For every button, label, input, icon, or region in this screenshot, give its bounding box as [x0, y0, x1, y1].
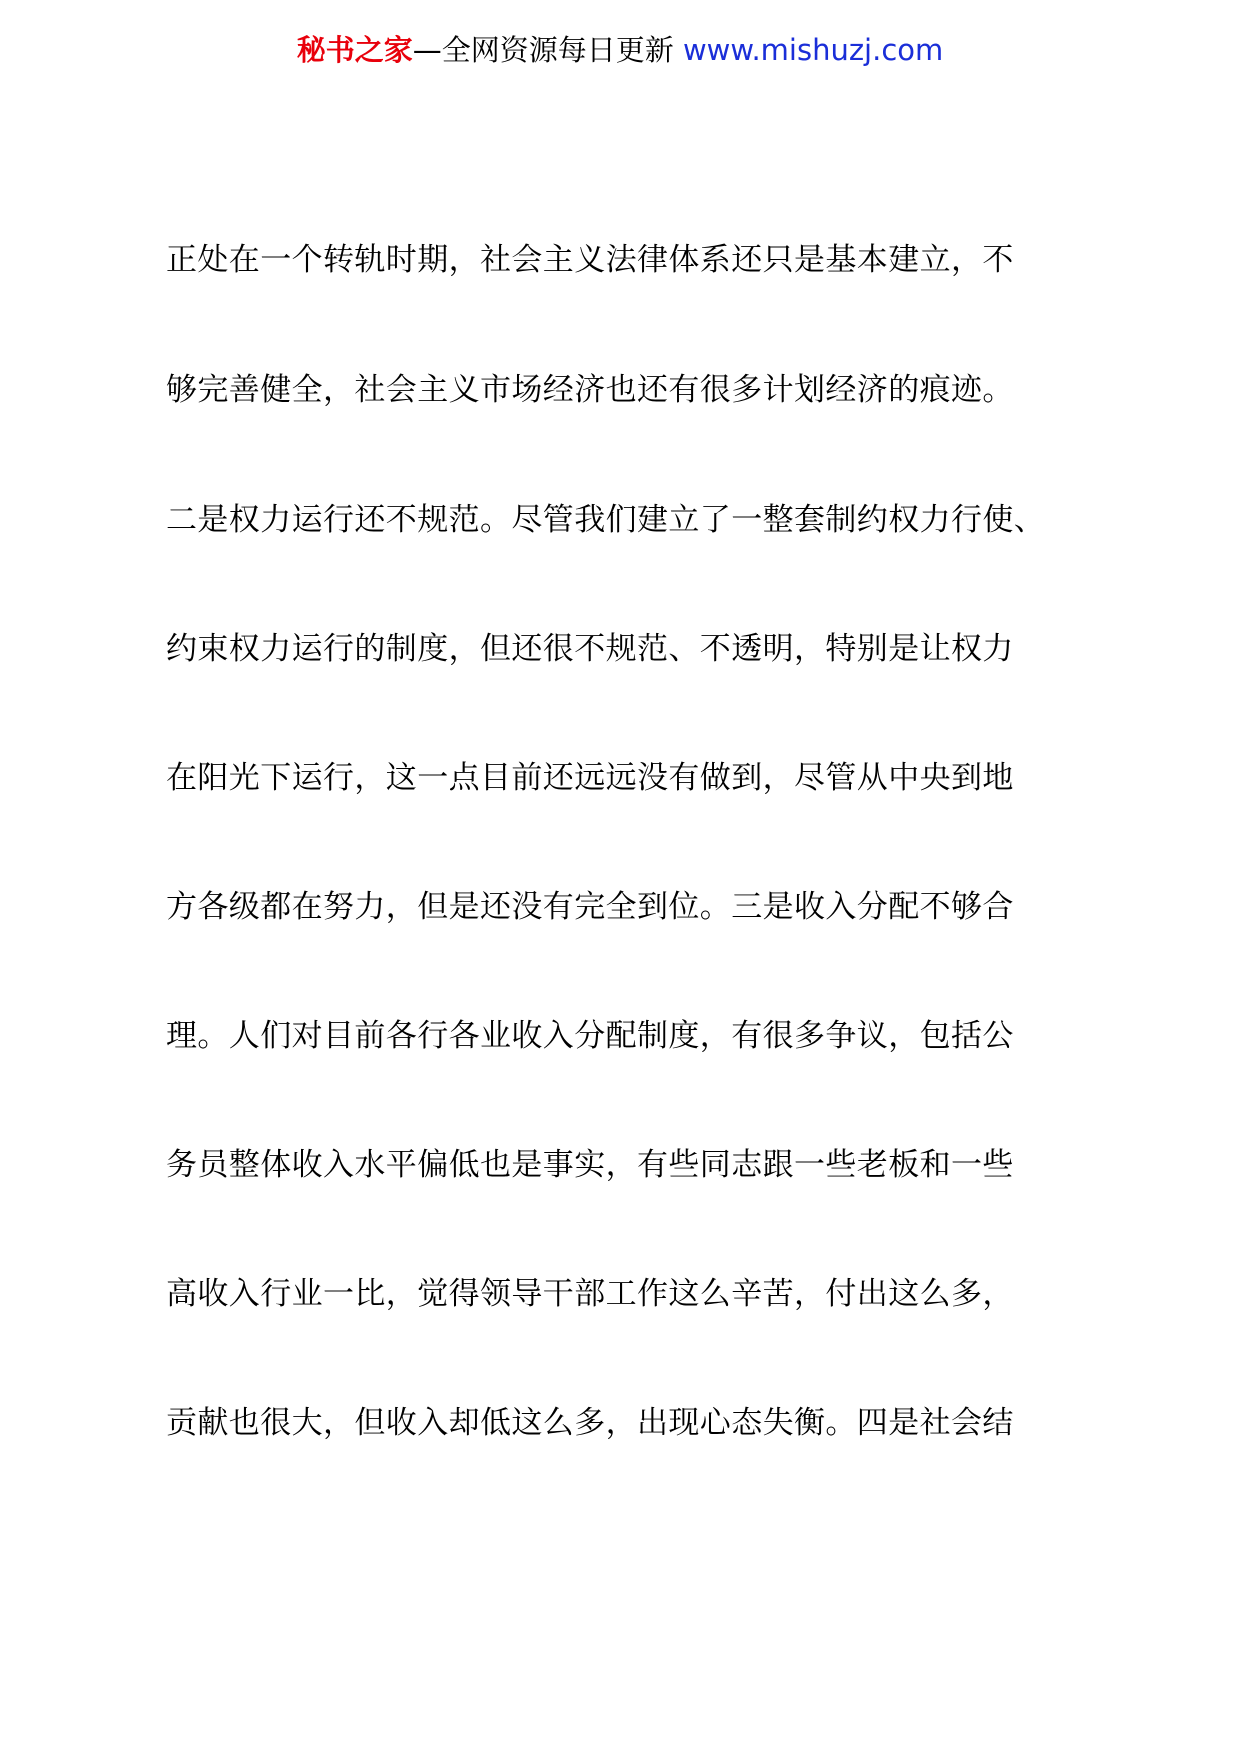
body-line: 高收入行业一比，觉得领导干部工作这么辛苦，付出这么多，	[166, 1276, 1014, 1312]
body-line: 理。人们对目前各行各业收入分配制度，有很多争议，包括公	[166, 1018, 1014, 1054]
body-line: 方各级都在努力，但是还没有完全到位。三是收入分配不够合	[166, 889, 1014, 925]
body-line: 约束权力运行的制度，但还很不规范、不透明，特别是让权力	[166, 631, 1014, 667]
body-line: 二是权力运行还不规范。尽管我们建立了一整套制约权力行使、	[166, 502, 1046, 538]
site-brand: 秘书之家	[296, 33, 413, 67]
body-line: 在阳光下运行，这一点目前还远远没有做到，尽管从中央到地	[166, 760, 1014, 796]
site-url-link[interactable]: www.mishuzj.com	[682, 33, 944, 67]
body-line: 务员整体收入水平偏低也是事实，有些同志跟一些老板和一些	[166, 1147, 1014, 1183]
body-line: 够完善健全，社会主义市场经济也还有很多计划经济的痕迹。	[166, 372, 1014, 408]
body-line: 正处在一个转轨时期，社会主义法律体系还只是基本建立，不	[166, 242, 1014, 278]
body-line: 贡献也很大，但收入却低这么多，出现心态失衡。四是社会结	[166, 1405, 1014, 1441]
site-tagline: —全网资源每日更新	[412, 33, 683, 67]
page-header	[0, 30, 1240, 70]
